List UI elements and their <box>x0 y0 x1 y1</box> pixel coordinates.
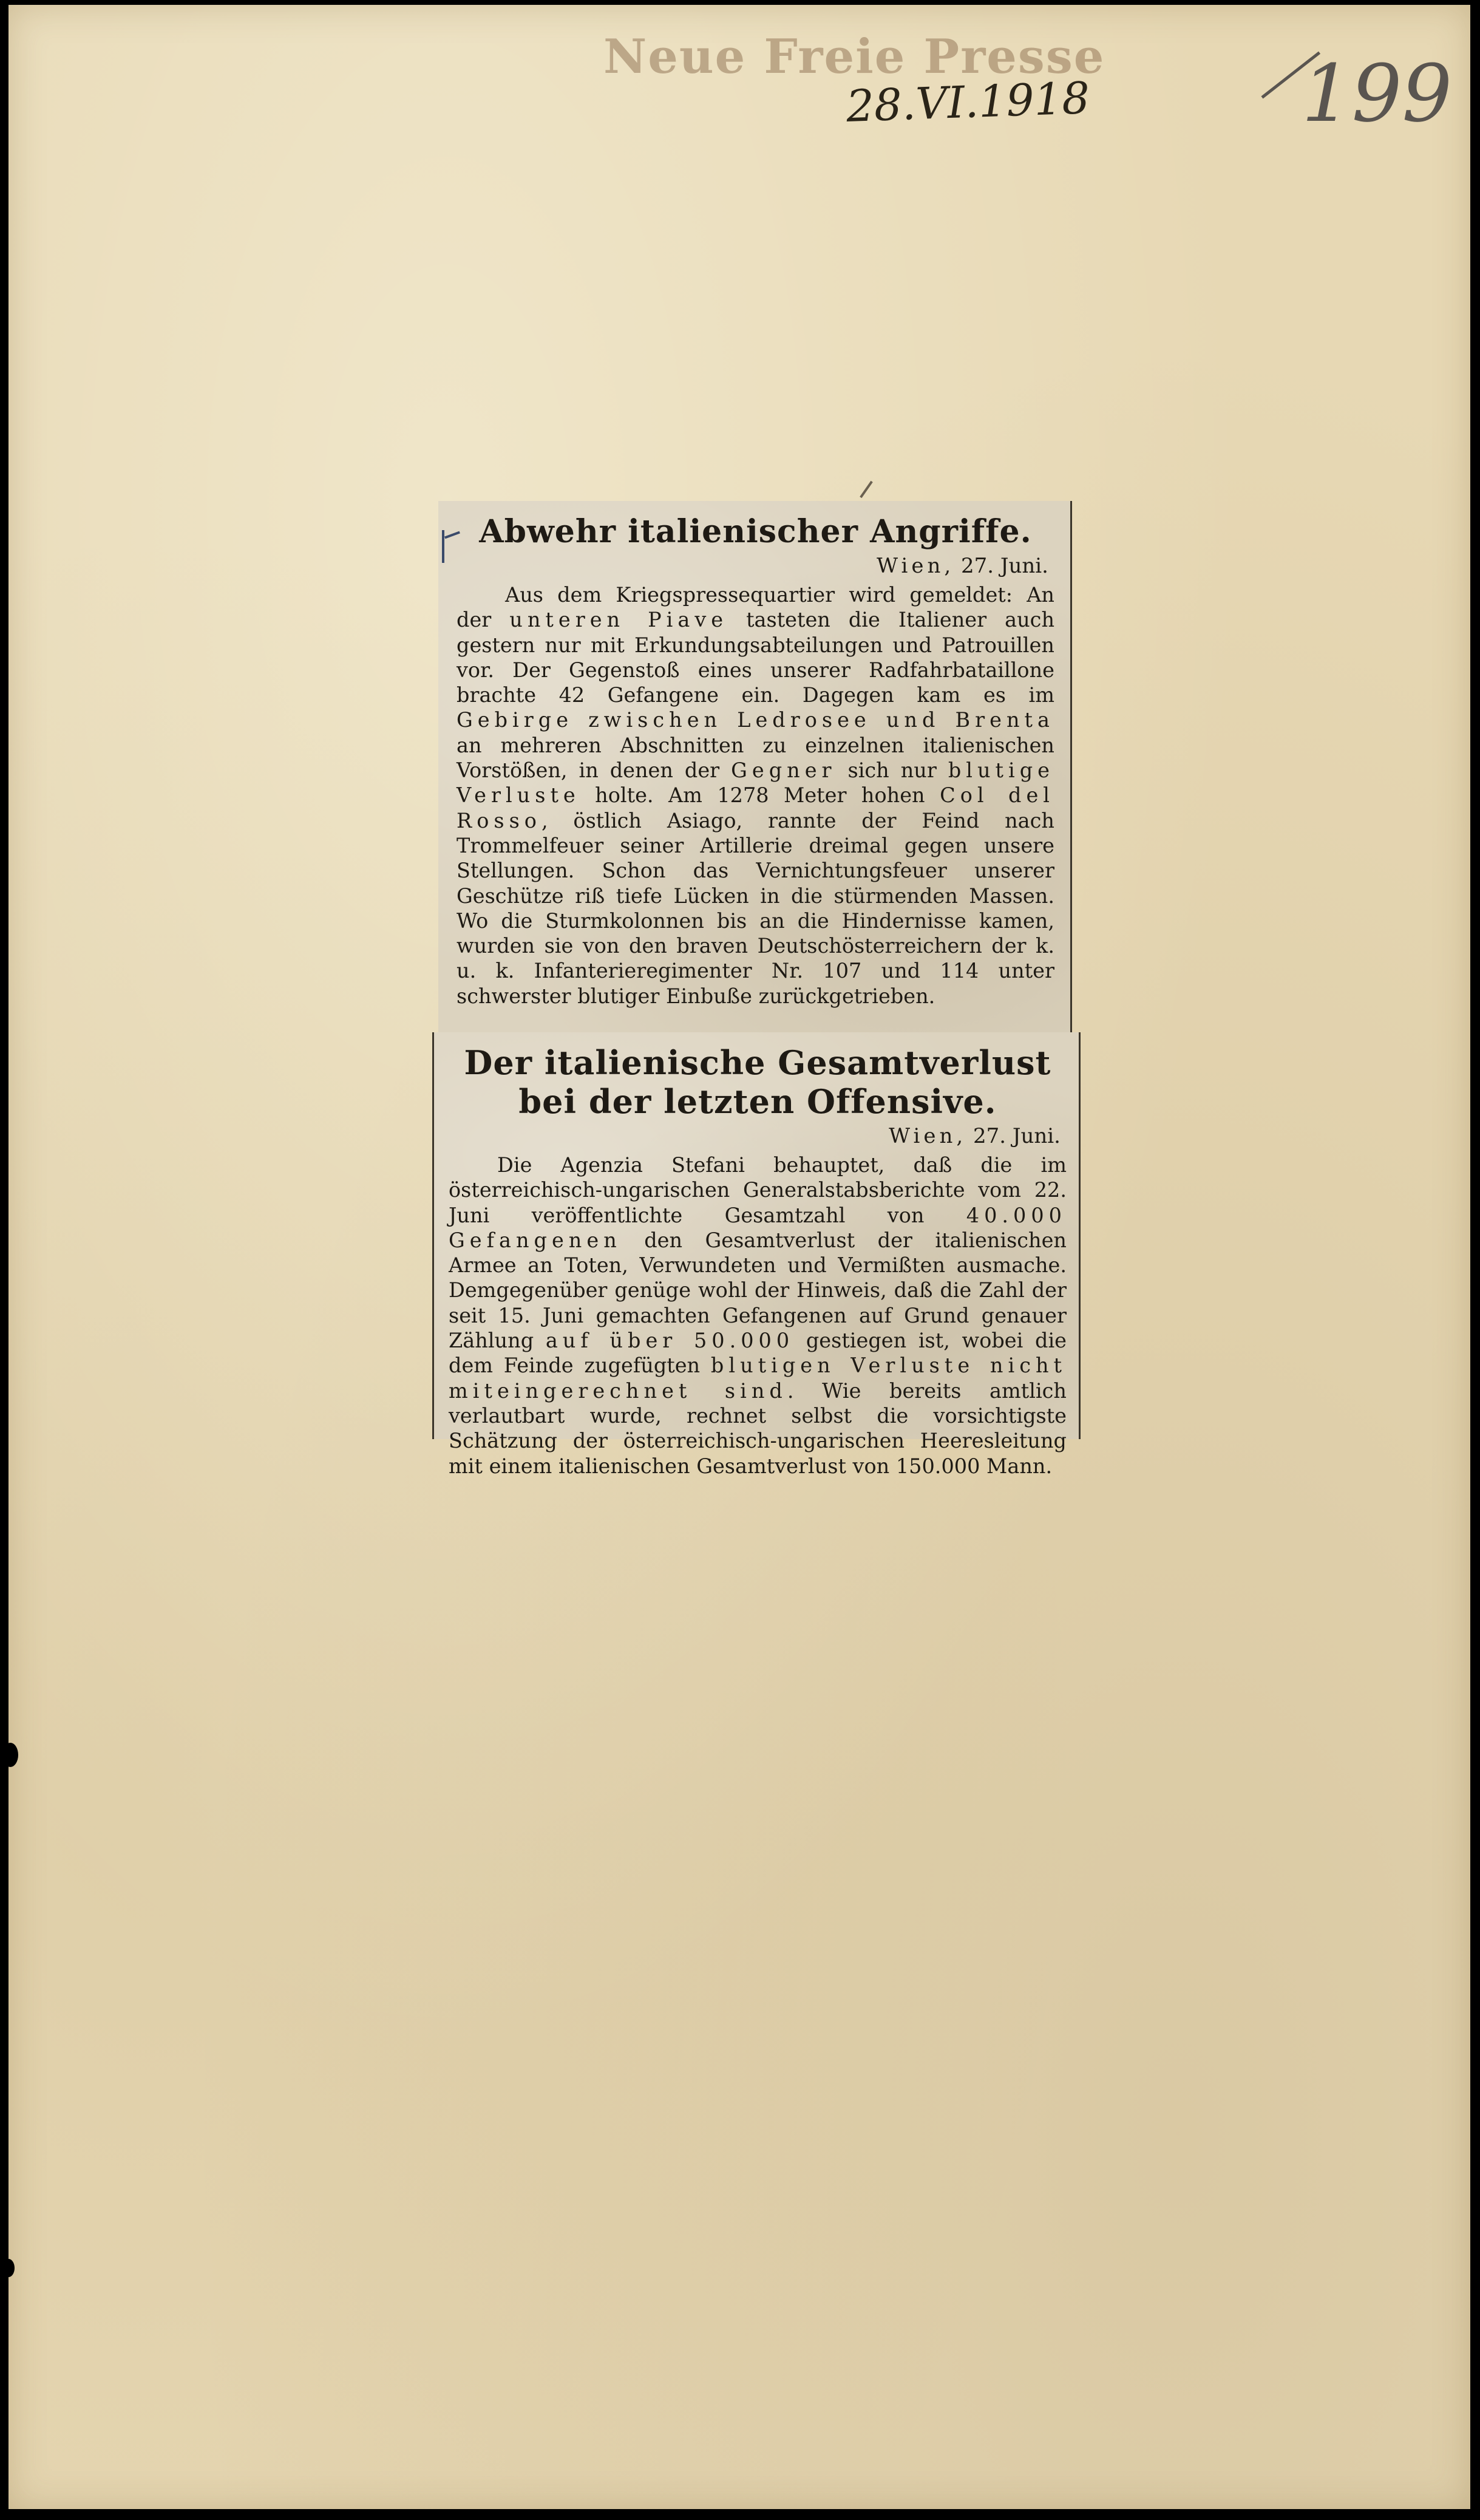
spaced-emphasis-text: Gegner <box>731 758 837 783</box>
body-text-run: , östlich Asiago, rannte der Feind nach Trommelfeuer seiner Artillerie dreimal gegen unsere Stellungen. Schon das Vernichtungsfeuer unserer Geschütze riß tiefe Lücken in die stürmenden Massen. Wo die Sturmkolonnen bis an die Hindernisse kamen, wurden sie von den braven Deutschösterreichern der k. u. k. Infanterieregimenter Nr. 107 und 114 unter schwerster blutiger Einbuße zurückgetrieben. <box>457 808 1054 1008</box>
body-text-run: Die Agenzia Stefani behauptet, daß die im österreichisch-ungarischen Generalstabsberichte vom 22. Juni veröffentlichte Gesamtzahl von <box>449 1153 1067 1227</box>
article-2-paragraph <box>449 1153 1067 1479</box>
article-1-dateline <box>457 553 1048 579</box>
handwritten-date: 28.VI.1918 <box>845 72 1091 132</box>
edge-hole-2 <box>2 2259 15 2277</box>
article-1-dateline-date: 27. Juni. <box>961 554 1048 578</box>
blue-pencil-mark-icon <box>442 530 466 563</box>
body-text-run: Aus dem Kriegspressequartier wird gemeldet: An der <box>457 583 1054 632</box>
folio-number: 199 <box>1302 47 1453 140</box>
body-text-run: den Gesamtverlust der italienischen Armee an Toten, Verwundeten und Vermißten ausmache. Demgegenüber genüge wohl der Hinweis, daß die Zahl der seit 15. Juni gemachten Gefangenen auf Grund genauer Zählung <box>449 1228 1067 1353</box>
spaced-emphasis-text: unteren Piave <box>509 608 728 632</box>
article-1-paragraph <box>457 582 1054 1009</box>
article-2-title: Der italienische Gesamtverlust bei der letzten Offensive. <box>464 1043 1051 1121</box>
article-2-dateline-place: Wien, <box>889 1124 967 1148</box>
article-1-title: Abwehr italienischer Angriffe. <box>479 513 1032 550</box>
body-text-run: sich nur <box>836 758 948 783</box>
body-text-run: tasteten die Italiener auch gestern nur mit Erkundungsabteilungen und Patrouillen vor. Der Gegenstoß eines unserer Radfahrbataillone brachte 42 Gefangene ein. Dagegen kam es im <box>457 608 1055 707</box>
newspaper-stamp: Neue Freie Presse <box>603 29 1105 84</box>
edge-hole-1 <box>2 1743 18 1767</box>
article-2-body <box>449 1153 1067 1479</box>
clipping-article-1 <box>438 501 1072 1035</box>
spaced-emphasis-text: Col del Rosso <box>457 783 1054 833</box>
spaced-emphasis-text: blutigen Verluste nicht miteingerechnet sind <box>449 1354 1067 1403</box>
article-2-dateline-date: 27. Juni. <box>973 1124 1061 1148</box>
spaced-emphasis-text: blutige Verluste <box>457 758 1054 808</box>
body-text-run: holte. Am 1278 Meter hohen <box>580 783 940 808</box>
spaced-emphasis-text: Gebirge zwischen Ledrosee und Brenta <box>457 708 1054 732</box>
article-1-dateline-place: Wien, <box>877 554 955 578</box>
article-2-dateline <box>449 1123 1061 1149</box>
body-text-run: an mehreren Abschnitten zu einzelnen italienischen Vorstößen, in denen der <box>457 733 1054 783</box>
body-text-run: gestiegen ist, wobei die dem Feinde zugefügten <box>449 1329 1067 1378</box>
clipping-article-2 <box>432 1032 1081 1478</box>
spaced-emphasis-text: auf über 50.000 <box>545 1329 795 1353</box>
article-1-body <box>457 582 1054 1009</box>
spaced-emphasis-text: 40.000 Gefangenen <box>449 1203 1067 1252</box>
body-text-run: . Wie bereits amtlich verlautbart wurde, rechnet selbst die vorsichtigste Schätzung der österreichisch-ungarischen Heeresleitung mit einem italienischen Gesamtverlust von 150.000 Mann. <box>449 1378 1067 1478</box>
